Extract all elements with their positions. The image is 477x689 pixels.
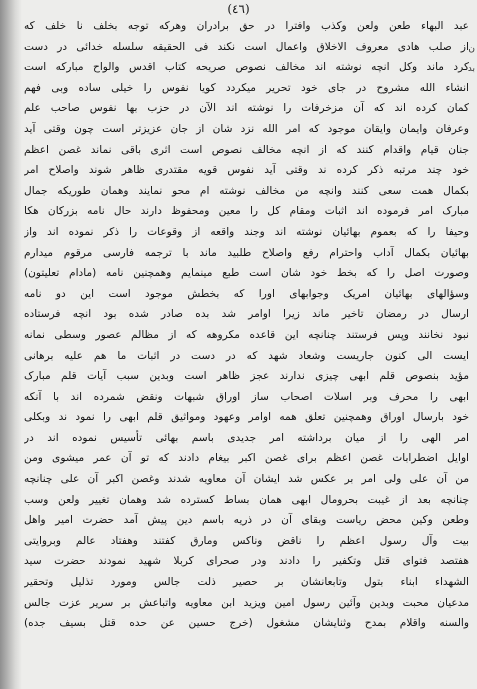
text-line: کمان کرده اند که آن مزخرفات را نوشته اند الآن در حزب بها نفوس صاحب علم <box>24 102 469 115</box>
text-line: هفتصد فتوای قتل وتکفیر را دادند ودر صحرای کربلا شهید نمودند حضرت سید <box>24 555 469 568</box>
text-line: وطعن وکین محض ریاست وبقای آن در ذریه باسم دین پیش آمد حضرت امیر واهل <box>24 514 469 527</box>
text-line: والسنه واقلام بمدح وثنایشان مشغول (خرج حسین عن حده قتل بسیف جده) <box>24 617 469 630</box>
text-line: مدعیان محبت وبدین وآئین رسول امین ویزید ابن معاویه واتباعش بر سریر عزت جالس <box>24 596 469 609</box>
text-line: چنانچه بعد از غیبت بحرومال ابهی همان بساط کسترده شد وهمان تغییر ولعن وسب <box>24 493 469 506</box>
text-line: خود چند مرتبه ذکر کرده ند وقتی آید نفوس قویه مقتدری ظاهر شوند واصلاح امر <box>24 164 469 177</box>
page-number: (٤٦) <box>227 2 250 16</box>
text-line: ابهی را محرف وبر اسلات اصحاب ساز اوراق شبهات ونقض شمرده اند با آنکه <box>24 390 469 403</box>
text-line: ایست الی کنون جاریست وشعاد شهد که در دست در اثبات ما هم علیه برهانی <box>24 349 469 362</box>
text-line: کرد ماند وکل انچه نوشته اند مخالف نصوص صریحه کتاب اقدس والواح مبارکه است <box>24 61 469 74</box>
text-line: ارسال در رمضان تاخیر ماند زیرا اوامر شد بده صادر شده بود انچه فرستاده <box>24 308 469 321</box>
text-line: الشهداء ابناء بتول وتابعانشان بر حصیر ذلت جالس ومورد تذلیل وتحقیر <box>24 576 469 589</box>
text-line: امر الهی را از میان برداشته امر جدیدی باسم بهائی تأسیس نموده اند در <box>24 431 469 444</box>
text-line: جنان قیام واقدام کنند که از انچه مخالف نصوص است اثری باقی نماند غصن اعظم <box>24 143 469 156</box>
text-line: مؤید بنصوص قلم ابهی چیزی ندارند عجز ظاهر است وبدین سبب آیات قلم مبارک <box>24 370 469 383</box>
margin-note: ن <box>468 44 475 54</box>
text-line: نبود نخانند وپس فرستند چنانچه این قاعده مکروهه که از مظالم عصور وسطی نمانه <box>24 328 469 341</box>
body-text <box>24 16 469 634</box>
text-line: من آن علی ولی امر بر عکس شد ایشان آن معاویه شدند وغصن اکبر آن علی چنانچه <box>24 473 469 486</box>
text-line: از صلب هادی معروف الاخلاق واعمال است نکند فی الحقیقه سلسله خدائی در دست <box>24 40 469 53</box>
text-line: اوایل اضطرابات غصن اعظم برای غصن اکبر بیغام دادند که تو آن عمر میشوی ومن <box>24 452 469 465</box>
margin-note: بد <box>467 64 475 74</box>
text-line: بهائیان بکمال آداب واحترام رفع واصلاح طلبید ماند با ترجمه فارسی مرقوم میدارم <box>24 246 469 259</box>
text-line: بیت وآل رسول اعظم را ناقض وناکس ومارق کفتند وهفتاد عالم وبروایتی <box>24 534 469 547</box>
text-line: وحیفا را که بعموم بهائیان نوشته اند وجند واقعه از وقوعات را ذکر نموده اند واز <box>24 225 469 238</box>
scan-binding-shadow <box>0 0 22 689</box>
text-line: مبارک امر فرموده اند اثبات ومقام کل را معین ومحفوظ دارند حال نامه بزرکان هکا <box>24 205 469 218</box>
text-line: بکمال همت سعی کنند وانچه من مخالف نوشته ام محو نمایند وهمان طوریکه جمال <box>24 184 469 197</box>
text-line: عبد البهاء طعن ولعن وکذب وافترا در حق برادران وهرکه توجه بخلف نا خلف که <box>24 20 469 32</box>
text-line: انشاء الله مشروح در جای خود تحریر میکردد کویا نفوس را خیلی ساده وبی فهم <box>24 81 469 94</box>
text-line: وصورت اصل را که بخط خود شان است طبع مینمایم وهمچنین نامه (مادام تعلیتون) <box>24 267 469 280</box>
text-line: وسؤالهای بهائیان امریک وجوابهای اورا که بخطش موجود است این دو نامه <box>24 287 469 300</box>
text-line: وعرفان وایمان وایقان موجود که امر الله نزد شان از جان عزیزتر است چون وقتی آید <box>24 122 469 135</box>
text-line: خود بارسال اوراق وهمچنین تعلق همه اوامر وعهود ومواثیق قلم ابهی را نمود ند وبکلی <box>24 411 469 424</box>
